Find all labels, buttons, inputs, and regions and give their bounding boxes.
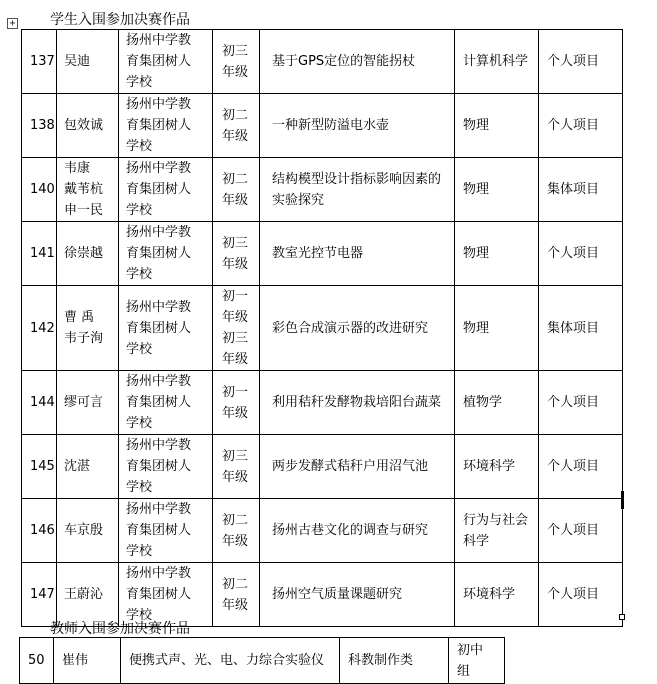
- subject-area: 物理: [463, 320, 490, 336]
- school-name: 育集团树人: [126, 320, 192, 336]
- subject-area-cell: [455, 499, 539, 563]
- entry-number-cell: [22, 158, 57, 222]
- school-name: 扬州中学教: [126, 97, 192, 112]
- project-title-cell: [260, 30, 455, 94]
- project-title: 扬州空气质量课题研究: [272, 587, 403, 602]
- project-type: 个人项目: [547, 54, 600, 69]
- project-title: 便携式声、光、电、力综合实验仪: [129, 653, 325, 668]
- grade-level: 初一: [222, 384, 249, 400]
- entry-number-cell: [20, 638, 54, 684]
- entry-number: 50: [28, 653, 45, 668]
- grade-level: 初三: [222, 448, 249, 464]
- grade-level: 年级: [222, 192, 249, 208]
- subject-area: 计算机科学: [463, 54, 529, 69]
- grade-level: 初一: [222, 289, 249, 304]
- school-name-cell: [119, 30, 213, 94]
- group-level: 组: [457, 663, 471, 679]
- student-names-cell: [57, 499, 119, 563]
- grade-level: 年级: [222, 128, 249, 144]
- student-names-cell: [57, 435, 119, 499]
- student-names: 申一民: [64, 203, 104, 218]
- table-row: [22, 94, 623, 158]
- subject-area: 物理: [463, 182, 490, 197]
- teachers-table: [19, 637, 505, 684]
- project-title: 彩色合成演示器的改进研究: [272, 320, 429, 336]
- student-names: 王蔚沁: [64, 587, 104, 602]
- table-row: [22, 222, 623, 286]
- project-type-cell: [539, 435, 623, 499]
- school-name: 学校: [126, 203, 153, 218]
- project-title: 教室光控节电器: [272, 246, 364, 261]
- grade-level-cell: [213, 563, 260, 627]
- grade-level: 初三: [222, 235, 249, 251]
- project-title-cell: [260, 563, 455, 627]
- school-name-cell: [119, 499, 213, 563]
- project-title-cell: [260, 499, 455, 563]
- subject-area-cell: [455, 30, 539, 94]
- entry-number: 147: [30, 587, 55, 602]
- grade-level: 年级: [222, 405, 249, 421]
- student-names: 韦子洵: [64, 331, 104, 346]
- table-move-handle-icon[interactable]: +: [7, 18, 18, 29]
- grade-level: 年级: [222, 310, 249, 325]
- subject-area-cell: [455, 371, 539, 435]
- grade-level: 年级: [222, 597, 249, 613]
- subject-area-cell: [455, 563, 539, 627]
- project-type: 个人项目: [547, 395, 600, 410]
- grade-level-cell: [213, 158, 260, 222]
- school-name: 扬州中学教: [126, 502, 192, 517]
- entry-number: 137: [30, 54, 55, 69]
- student-names-cell: [57, 563, 119, 627]
- project-type: 集体项目: [547, 182, 600, 197]
- subject-area: 环境科学: [463, 459, 516, 474]
- student-names: 韦康: [64, 161, 91, 176]
- school-name: 学校: [126, 75, 153, 90]
- subject-area-cell: [455, 286, 539, 371]
- project-title: 结构模型设计指标影响因素的: [272, 171, 442, 187]
- school-name: 扬州中学教: [126, 299, 192, 315]
- grade-level: 初三: [222, 43, 249, 59]
- school-name: 学校: [126, 480, 153, 495]
- table-row: [22, 371, 623, 435]
- entry-number: 138: [30, 118, 55, 133]
- school-name: 育集团树人: [126, 246, 192, 261]
- school-name: 扬州中学教: [126, 566, 192, 581]
- student-names: 车京殷: [64, 523, 104, 538]
- project-title: 一种新型防溢电水壶: [272, 118, 390, 133]
- entry-number-cell: [22, 286, 57, 371]
- group-level: 初中: [457, 642, 484, 658]
- school-name: 扬州中学教: [126, 438, 192, 453]
- school-name: 学校: [126, 608, 153, 623]
- school-name: 育集团树人: [126, 523, 192, 538]
- entry-number-cell: [22, 94, 57, 158]
- subject-area-cell: [455, 158, 539, 222]
- grade-level: 初二: [222, 576, 249, 592]
- project-type: 个人项目: [547, 118, 600, 133]
- project-type: 个人项目: [547, 523, 600, 538]
- entry-number: 141: [30, 246, 55, 261]
- table-resize-handle[interactable]: [619, 614, 625, 620]
- school-name: 育集团树人: [126, 118, 192, 133]
- students-section-title: 学生入围参加决赛作品: [50, 12, 190, 28]
- student-names: 吴迪: [64, 54, 91, 69]
- project-title-cell: [260, 94, 455, 158]
- project-type-cell: [539, 158, 623, 222]
- school-name: 育集团树人: [126, 54, 192, 69]
- grade-level: 初二: [222, 512, 249, 528]
- school-name-cell: [119, 222, 213, 286]
- subject-area: 植物学: [463, 395, 503, 410]
- school-name: 育集团树人: [126, 459, 192, 474]
- project-title-cell: [260, 286, 455, 371]
- student-names-cell: [57, 158, 119, 222]
- subject-area: 物理: [463, 118, 490, 133]
- student-names: 徐崇越: [64, 246, 104, 261]
- project-title-cell: [121, 638, 340, 684]
- entry-number-cell: [22, 371, 57, 435]
- school-name-cell: [119, 94, 213, 158]
- project-type: 个人项目: [547, 246, 600, 261]
- table-row: [22, 563, 623, 627]
- school-name: 育集团树人: [126, 182, 192, 197]
- school-name: 扬州中学教: [126, 33, 192, 48]
- school-name-cell: [119, 371, 213, 435]
- grade-level: 年级: [222, 352, 249, 367]
- project-title-cell: [260, 158, 455, 222]
- entry-number-cell: [22, 499, 57, 563]
- grade-level: 初三: [222, 331, 249, 346]
- subject-area-cell: [455, 435, 539, 499]
- project-type: 个人项目: [547, 587, 600, 602]
- student-names-cell: [57, 371, 119, 435]
- table-row: [22, 30, 623, 94]
- school-name: 扬州中学教: [126, 225, 192, 240]
- project-type-cell: [539, 563, 623, 627]
- student-names: 包效诚: [64, 118, 104, 133]
- project-type-cell: [539, 286, 623, 371]
- subject-area: 科学: [463, 533, 490, 549]
- entry-number-cell: [22, 30, 57, 94]
- grade-level: 年级: [222, 256, 249, 272]
- project-type-cell: [539, 499, 623, 563]
- grade-level-cell: [213, 371, 260, 435]
- grade-level: 初二: [222, 107, 249, 123]
- table-row: [22, 158, 623, 222]
- student-names: 沈湛: [64, 459, 91, 474]
- grade-level: 年级: [222, 64, 249, 80]
- entry-number: 145: [30, 459, 55, 474]
- subject-area: 环境科学: [463, 587, 516, 602]
- project-title-cell: [260, 222, 455, 286]
- student-names: 曹 禹: [64, 310, 95, 325]
- student-names-cell: [57, 94, 119, 158]
- school-name: 学校: [126, 416, 153, 431]
- school-name: 扬州中学教: [126, 374, 192, 389]
- entry-number: 142: [30, 320, 55, 336]
- grade-level-cell: [213, 499, 260, 563]
- text-cursor: [621, 491, 624, 509]
- project-title: 基于GPS定位的智能拐杖: [272, 54, 416, 69]
- project-type-cell: [539, 371, 623, 435]
- table-row: [22, 286, 623, 371]
- teacher-name-cell: [54, 638, 121, 684]
- entry-number-cell: [22, 435, 57, 499]
- entry-number: 140: [30, 182, 55, 197]
- school-name-cell: [119, 158, 213, 222]
- subject-area: 行为与社会: [463, 512, 529, 528]
- teacher-name: 崔伟: [62, 653, 89, 668]
- grade-level: 初二: [222, 171, 249, 187]
- school-name: 学校: [126, 139, 153, 154]
- grade-level-cell: [213, 222, 260, 286]
- school-name: 学校: [126, 341, 153, 357]
- student-names: 缪可言: [64, 395, 104, 410]
- grade-level: 年级: [222, 533, 249, 549]
- grade-level-cell: [213, 94, 260, 158]
- school-name: 学校: [126, 267, 153, 282]
- entry-number-cell: [22, 222, 57, 286]
- student-names: 戴苇杭: [64, 182, 104, 197]
- school-name-cell: [119, 286, 213, 371]
- subject-area-cell: [455, 222, 539, 286]
- student-names-cell: [57, 286, 119, 371]
- project-title-cell: [260, 435, 455, 499]
- project-type-cell: [539, 30, 623, 94]
- project-type: 个人项目: [547, 459, 600, 474]
- student-names-cell: [57, 222, 119, 286]
- project-title: 两步发酵式秸秆户用沼气池: [272, 459, 429, 474]
- project-title: 扬州古巷文化的调查与研究: [272, 523, 429, 538]
- student-names-cell: [57, 30, 119, 94]
- subject-area: 物理: [463, 246, 490, 261]
- teachers-section-title: 教师入围参加决赛作品: [50, 621, 190, 637]
- project-title: 利用秸秆发酵物栽培阳台蔬菜: [272, 395, 442, 410]
- school-name-cell: [119, 435, 213, 499]
- grade-level: 年级: [222, 469, 249, 485]
- project-title-cell: [260, 371, 455, 435]
- subject-area-cell: [455, 94, 539, 158]
- school-name: 扬州中学教: [126, 161, 192, 176]
- grade-level-cell: [213, 435, 260, 499]
- project-category: 科教制作类: [348, 653, 414, 668]
- students-table: [21, 29, 623, 627]
- school-name: 学校: [126, 544, 153, 559]
- project-type-cell: [539, 94, 623, 158]
- entry-number: 144: [30, 395, 55, 410]
- project-type-cell: [539, 222, 623, 286]
- table-row: [20, 638, 505, 684]
- group-level-cell: [449, 638, 505, 684]
- school-name: 育集团树人: [126, 587, 192, 602]
- entry-number: 146: [30, 523, 55, 538]
- project-category-cell: [340, 638, 449, 684]
- school-name-cell: [119, 563, 213, 627]
- grade-level-cell: [213, 30, 260, 94]
- project-type: 集体项目: [547, 320, 600, 336]
- school-name: 育集团树人: [126, 395, 192, 410]
- table-row: [22, 499, 623, 563]
- entry-number-cell: [22, 563, 57, 627]
- grade-level-cell: [213, 286, 260, 371]
- project-title: 实验探究: [272, 192, 325, 208]
- table-row: [22, 435, 623, 499]
